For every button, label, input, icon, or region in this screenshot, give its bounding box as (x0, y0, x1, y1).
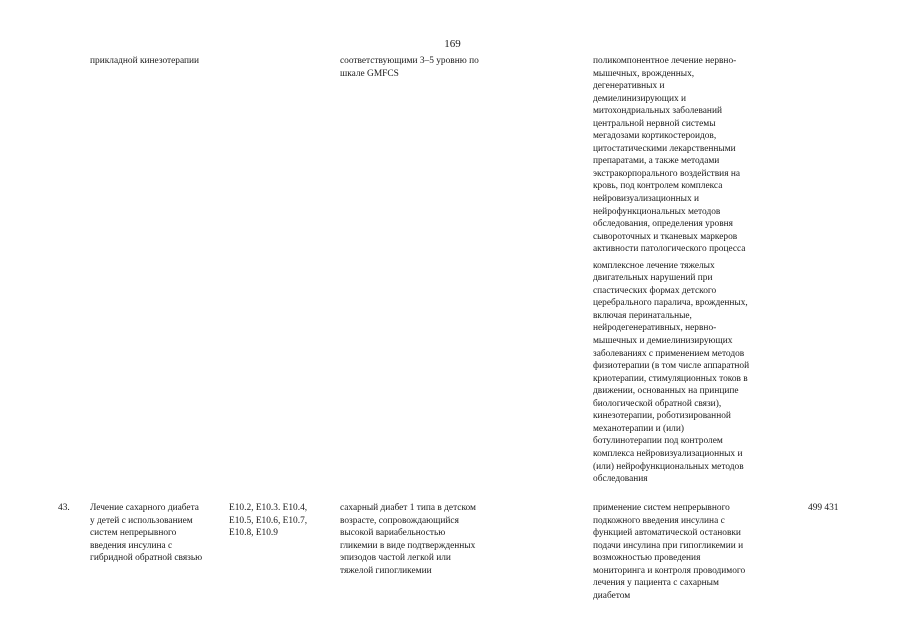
text-line: спастических формах детского (593, 285, 717, 296)
text-line: возрасте, сопровождающийся (340, 515, 459, 526)
row-number: 43. (58, 503, 70, 513)
text-line: Лечение сахарного диабета (90, 503, 199, 513)
text-line: биологической обратной связи), (593, 398, 722, 409)
text-line: мегадозами кортикостероидов, (593, 131, 717, 142)
text-line: ботулинотерапии под контролем (593, 436, 723, 447)
text-line: движении, основанных на принципе (593, 386, 739, 397)
text-line: физиотерапии (в том числе аппаратной (593, 361, 750, 372)
treatment-block-1 (593, 55, 778, 256)
text-line: центральной нервной системы (593, 118, 716, 129)
text-line: подкожного введения инсулина с (593, 515, 725, 526)
text-line: гибридной обратной связью (90, 553, 203, 564)
text-line: кинезотерапии, роботизированной (593, 411, 731, 422)
text-line: E10.5, E10.6, E10.7, (229, 515, 308, 526)
text-line: дегенеративных и (593, 81, 665, 92)
text-line: активности патологического процесса (593, 244, 746, 255)
text-line: церебрального паралича, врожденных, (593, 298, 748, 309)
text-line: функцией автоматической остановки (593, 528, 741, 539)
text-line: шкале GMFCS (340, 68, 399, 79)
text-line: комплекса нейровизуализационных и (593, 448, 743, 459)
text-line: (или) нейрофункциональных методов (593, 461, 744, 472)
row-43-cost: 499 431 (808, 503, 839, 513)
text-line: мышечных и демиелинизирующих (593, 336, 733, 347)
text-line: кровь, под контролем комплекса (593, 181, 723, 192)
text-line: заболеваниях с применением методов (593, 348, 745, 359)
continued-row-treatment (593, 55, 778, 486)
text-line: у детей с использованием (90, 515, 193, 526)
text-line: обследования, определения уровня (593, 219, 733, 230)
text-line: экстракорпорального воздействия на (593, 168, 741, 179)
text-line: подачи инсулина при гипогликемии и (593, 540, 744, 551)
text-line: гликемии в виде подтвержденных (340, 540, 476, 551)
text-line: нейровизуализационных и (593, 194, 699, 205)
row-43-icd-codes (229, 502, 334, 540)
row-43-patient-model (340, 502, 510, 577)
text-line: митохондриальных заболеваний (593, 106, 722, 117)
text-line: высокой вариабельностью (340, 528, 446, 539)
text-line: механотерапии и (или) (593, 423, 684, 434)
continued-row-name (90, 55, 225, 68)
text-line: обследования (593, 474, 648, 485)
text-line: препаратами, а также методами (593, 156, 720, 167)
text-line: сывороточных и тканевых маркеров (593, 231, 738, 242)
text-line: возможностью проведения (593, 553, 701, 564)
text-line: E10.2, E10.3. E10.4, (229, 503, 308, 513)
text-line: мышечных, врожденных, (593, 68, 695, 79)
text-line: E10.8, E10.9 (229, 528, 278, 539)
text-line: тяжелой гипогликемии (340, 565, 432, 576)
row-43-name (90, 502, 225, 565)
text-line: криотерапии, стимуляционных токов в (593, 373, 748, 384)
text-line: включая перинатальные, (593, 310, 692, 321)
text-line: нейрофункциональных методов (593, 206, 721, 217)
text-line: двигательных нарушений при (593, 273, 713, 284)
row-43-treatment (593, 502, 778, 602)
continued-row-patient-model (340, 55, 510, 80)
page-number: 169 (444, 38, 461, 50)
treatment-block-2 (593, 260, 778, 486)
text-line: лечения у пациента с сахарным (593, 578, 719, 589)
text-line: мониторинга и контроля проводимого (593, 565, 746, 576)
text-line: комплексное лечение тяжелых (593, 260, 715, 271)
text-line: нейродегенеративных, нервно- (593, 323, 717, 334)
text-line: систем непрерывного (90, 528, 177, 539)
text-line: прикладной кинезотерапии (90, 56, 200, 66)
text-line: применение систем непрерывного (593, 503, 730, 513)
text-line: демиелинизирующих и (593, 93, 687, 104)
text-line: цитостатическими лекарственными (593, 143, 736, 154)
text-line: эпизодов частой легкой или (340, 553, 451, 564)
text-line: поликомпонентное лечение нервно- (593, 56, 737, 66)
text-line: сахарный диабет 1 типа в детском (340, 503, 476, 513)
text-line: диабетом (593, 590, 631, 601)
text-line: введения инсулина с (90, 540, 173, 551)
text-line: соответствующими 3–5 уровню по (340, 56, 479, 66)
